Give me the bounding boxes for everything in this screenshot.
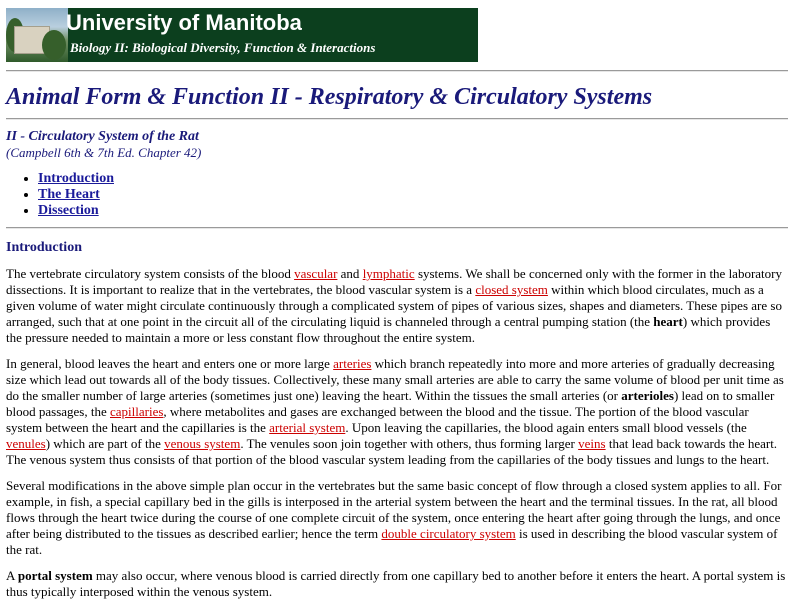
page-title: Animal Form & Function II - Respiratory & Circulatory Systems [6,84,653,110]
text: . The venules soon join together with others, thus forming larger [240,436,579,451]
divider [6,227,788,229]
campus-photo [6,8,68,62]
text: may also occur, where venous blood is carried directly from one capillary bed to another before it enters the heart. A portal system is thus typically interposed within the venous system. [6,568,786,599]
chapter-reference: (Campbell 6th & 7th Ed. Chapter 42) [6,145,202,160]
text: which branch repeatedly into more and more arteries of gradually decreasing size which lead out towards all of the body tissues. Collectively, these many small arteries are able to carry the same volume of blood per unit time as do the smaller number of large arteries (sometimes just one) leaving the heart. Within the tissues the small arteries (or [6,356,784,403]
toc-link-dissection[interactable]: Dissection [38,203,99,218]
link-veins[interactable]: veins [578,436,606,451]
introduction-heading: Introduction [6,240,82,255]
link-arteries[interactable]: arteries [333,356,372,371]
paragraph-1 [6,266,788,346]
text: that lead back towards the heart. The venous system thus consists of that portion of the blood vascular system leading from the capillaries of the body tissues and lungs to the heart. [6,436,778,467]
university-banner [6,8,478,62]
text: . Upon leaving the capillaries, the blood again enters small blood vessels (the [345,420,747,435]
bold-term: heart [653,314,683,329]
link-lymphatic[interactable]: lymphatic [362,266,415,281]
link-double-circulatory-system[interactable]: double circulatory system [381,526,516,541]
text: is used in describing the blood vascular system of the rat. [6,526,778,557]
text: ) which are part of the [45,436,165,451]
text: ) lead on to smaller blood passages, the [6,388,775,419]
toc-link-introduction[interactable]: Introduction [38,171,114,186]
list-item [38,171,788,187]
text: and [337,266,363,281]
text: , where metabolites and gases are exchanged between the blood and the tissue. The portion of the blood vascular system between the heart and the capillaries is the [6,404,749,435]
link-closed-system[interactable]: closed system [475,282,548,297]
bold-term: portal system [17,568,93,583]
section-title: II - Circulatory System of the Rat [6,129,199,144]
paragraph-3 [6,478,788,558]
link-venous-system[interactable]: venous system [164,436,241,451]
text: A [6,568,18,583]
text: within which blood circulates, much as a given volume of water might circulate continuously through a complicated system of pipes of various sizes, shapes and diameters. These pipes are so arranged, such that at one point in the circuit all of the circulating liquid is channeled through a central pumping station (the [6,282,782,329]
table-of-contents [6,171,788,219]
list-item [38,203,788,219]
divider [6,118,788,120]
link-arterial-system[interactable]: arterial system [269,420,346,435]
toc-link-heart[interactable]: The Heart [38,187,100,202]
text: ) which provides the pressure needed to maintain a more or less constant flow throughout the entire system. [6,314,771,345]
banner-subtitle: Biology II: Biological Diversity, Function & Interactions [70,40,376,55]
link-venules[interactable]: venules [6,436,46,451]
bold-term: arterioles [621,388,674,403]
link-capillaries[interactable]: capillaries [109,404,164,419]
paragraph-4 [6,568,788,600]
text: In general, blood leaves the heart and enters one or more large [6,356,334,371]
link-vascular[interactable]: vascular [294,266,338,281]
divider [6,70,788,72]
text: Several modifications in the above simple plan occur in the vertebrates but the same basic concept of flow through a closed system applies to all. For example, in fish, a special capillary bed in the gills is interposed in the arterial system between the heart and the terminal tissues. In the rat, all blood flows through the heart twice during the course of one complete circuit of the system, once entering the heart after going through the lungs, and once after being distributed to the tissues as described earlier; hence the term [6,478,782,541]
text: systems. We shall be concerned only with the former in the laboratory dissections. It is important to realize that in the vertebrates, the blood vascular system is a [6,266,782,297]
banner-title: University of Manitoba [66,10,302,35]
text: The vertebrate circulatory system consists of the blood [6,266,295,281]
list-item [38,187,788,203]
paragraph-2 [6,356,788,468]
